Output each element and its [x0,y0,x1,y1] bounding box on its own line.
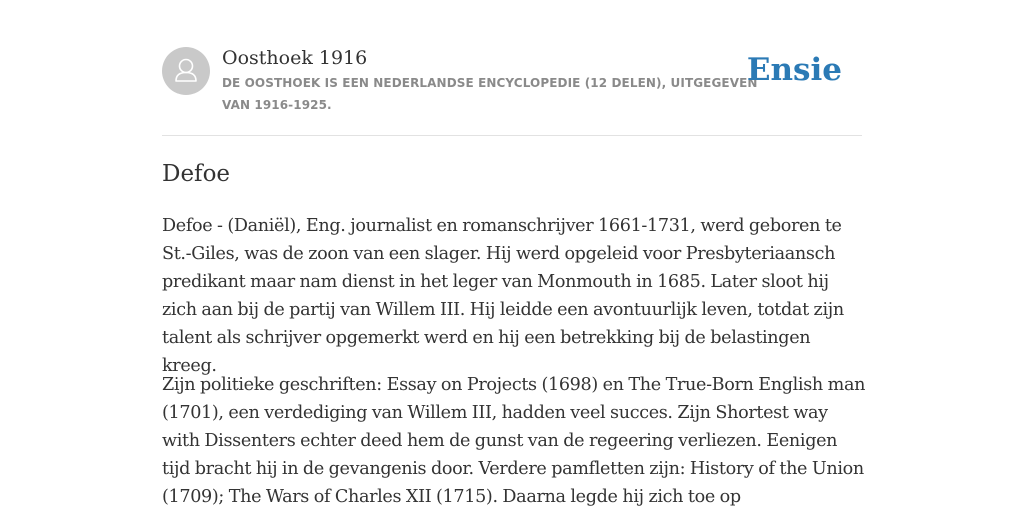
source-description: DE OOSTHOEK IS EEN NEDERLANDSE ENCYCLOPEDIE (12 DELEN), UITGEGEVEN VAN 1916-1925. [222,76,758,112]
source-title[interactable]: Oosthoek 1916 [222,47,368,69]
content-container [162,0,866,507]
brand-logo[interactable]: Ensie [746,52,842,88]
user-icon [162,47,210,95]
entry-paragraph-2: Zijn politieke geschriften: Essay on Projects (1698) en The True-Born English man (1701), een verdediging van Willem III, hadden veel succes. Zijn Shortest way with Dissenters echter deed hem de gunst van de regeering verliezen. Eenigen tijd bracht hij in de gevangenis door. Verdere pamfletten zijn: History of the Union (1709); The Wars of Charles XII (1715). Daarna legde hij zich toe op [162,375,866,507]
entry-paragraph-1: Defoe - (Daniël), Eng. journalist en romanschrijver 1661-1731, werd geboren te St.-Giles, was de zoon van een slager. Hij werd opgeleid voor Presbyteriaansch predikant maar nam dienst in het leger van Monmouth in 1685. Later sloot hij zich aan bij de partij van Willem III. Hij leidde een avontuurlijk leven, totdat zijn talent als schrijver opgemerkt werd en hij een betrekking bij de belastingen kreeg. [162,216,844,376]
entry-title: Defoe [162,161,231,187]
source-avatar[interactable] [162,47,210,95]
source-header [162,0,862,136]
